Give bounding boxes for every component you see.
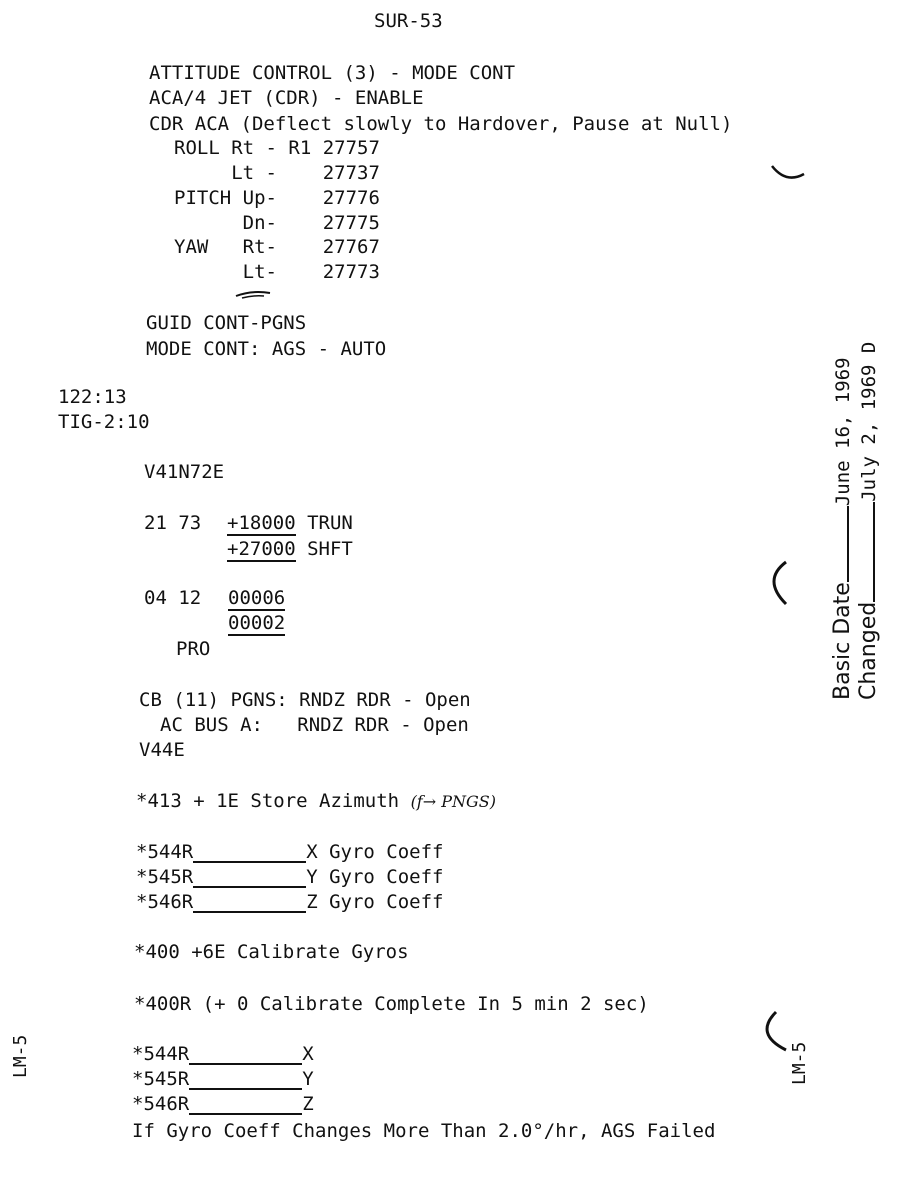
calibrate-gyros-line: *400 +6E Calibrate Gyros xyxy=(134,941,409,963)
r04-value2: 00002 xyxy=(228,612,286,634)
cb-pgns-line: CB (11) PGNS: RNDZ RDR - Open xyxy=(139,689,471,711)
binder-mark-icon xyxy=(768,160,808,184)
gyro-x-record-2 xyxy=(132,1043,314,1065)
v41n72e-line: V41N72E xyxy=(144,461,225,483)
cdr-aca-line: CDR ACA (Deflect slowly to Hardover, Pause at Null) xyxy=(149,113,733,135)
gyro-z-record-2 xyxy=(132,1093,314,1115)
yaw-lt-line: Lt- 27773 xyxy=(174,261,380,283)
roll-rt-line: ROLL Rt - R1 27757 xyxy=(174,137,380,159)
z-gyro-blank-1[interactable] xyxy=(193,893,306,913)
r21-row2 xyxy=(227,538,353,562)
addr-545-1: *545R xyxy=(136,866,194,888)
time-122-13: 122:13 xyxy=(58,386,127,408)
pro-line: PRO xyxy=(176,638,211,660)
roll-lt-line: Lt - 27737 xyxy=(174,162,380,184)
lm-right-label: LM-5 xyxy=(789,1041,810,1085)
changed-date-block xyxy=(812,342,904,700)
gyro-failed-note: If Gyro Coeff Changes More Than 2.0°/hr, AGS Failed xyxy=(132,1120,716,1142)
trun-label: TRUN xyxy=(307,512,353,534)
y-gyro-blank-1[interactable] xyxy=(193,868,306,888)
mode-cont-line: MODE CONT: AGS - AUTO xyxy=(146,338,387,360)
shft-value: +27000 xyxy=(227,538,296,560)
gyro-y-record-2 xyxy=(132,1068,314,1090)
addr-546-1: *546R xyxy=(136,891,194,913)
page-id: SUR-53 xyxy=(374,10,443,32)
basic-date-value: June 16, 1969 xyxy=(832,357,854,507)
gyro-y-record-1 xyxy=(136,866,443,888)
calibrate-complete-line: *400R (+ 0 Calibrate Complete In 5 min 2 sec) xyxy=(134,993,649,1015)
guid-cont-line: GUID CONT-PGNS xyxy=(146,312,307,334)
r21-prefix: 21 73 xyxy=(144,512,202,534)
binder-mark-icon-2 xyxy=(756,1010,790,1054)
attitude-control-line: ATTITUDE CONTROL (3) - MODE CONT xyxy=(149,62,516,84)
addr-546-2: *546R xyxy=(132,1093,190,1115)
pitch-up-line: PITCH Up- 27776 xyxy=(174,187,380,209)
z-gyro-label-1: Z Gyro Coeff xyxy=(306,891,444,913)
addr-544-2: *544R xyxy=(132,1043,190,1065)
store-azimuth-line xyxy=(136,790,496,813)
x-gyro-blank-1[interactable] xyxy=(193,843,306,863)
z-gyro-label-2: Z xyxy=(302,1093,314,1115)
z-gyro-blank-2[interactable] xyxy=(189,1095,302,1115)
changed-value: July 2, 1969 D xyxy=(858,341,880,502)
gyro-z-record-1 xyxy=(136,891,443,913)
v44e-line: V44E xyxy=(139,739,185,761)
aca-jet-line: ACA/4 JET (CDR) - ENABLE xyxy=(149,87,424,109)
y-gyro-label-2: Y xyxy=(302,1068,314,1090)
gyro-x-record-1 xyxy=(136,841,443,863)
x-gyro-label-1: X Gyro Coeff xyxy=(306,841,444,863)
x-gyro-label-2: X xyxy=(302,1043,314,1065)
time-tig: TIG-2:10 xyxy=(58,411,150,433)
basic-date-label: Basic Date xyxy=(830,582,855,700)
yaw-rt-line: YAW Rt- 27767 xyxy=(174,236,380,258)
y-gyro-blank-2[interactable] xyxy=(189,1070,302,1090)
changed-date-row xyxy=(856,342,882,700)
addr-545-2: *545R xyxy=(132,1068,190,1090)
trun-value: +18000 xyxy=(227,512,296,534)
x-gyro-blank-2[interactable] xyxy=(189,1045,302,1065)
pitch-dn-line: Dn- 27775 xyxy=(174,212,380,234)
changed-label: Changed xyxy=(856,601,881,700)
r04-row2 xyxy=(228,612,285,636)
store-azimuth-note: (f→ PNGS) xyxy=(410,792,496,811)
r04-value1: 00006 xyxy=(228,587,286,609)
y-gyro-label-1: Y Gyro Coeff xyxy=(306,866,444,888)
r21-row1 xyxy=(227,512,353,536)
r04-prefix: 04 12 xyxy=(144,587,202,609)
addr-544-1: *544R xyxy=(136,841,194,863)
ac-bus-line: AC BUS A: RNDZ RDR - Open xyxy=(160,714,469,736)
shft-label: SHFT xyxy=(307,538,353,560)
lm-left-label: LM-5 xyxy=(10,1034,31,1078)
r04-row1 xyxy=(228,587,285,611)
check-mark-icon xyxy=(234,288,274,300)
store-azimuth-text: *413 + 1E Store Azimuth xyxy=(136,790,400,812)
